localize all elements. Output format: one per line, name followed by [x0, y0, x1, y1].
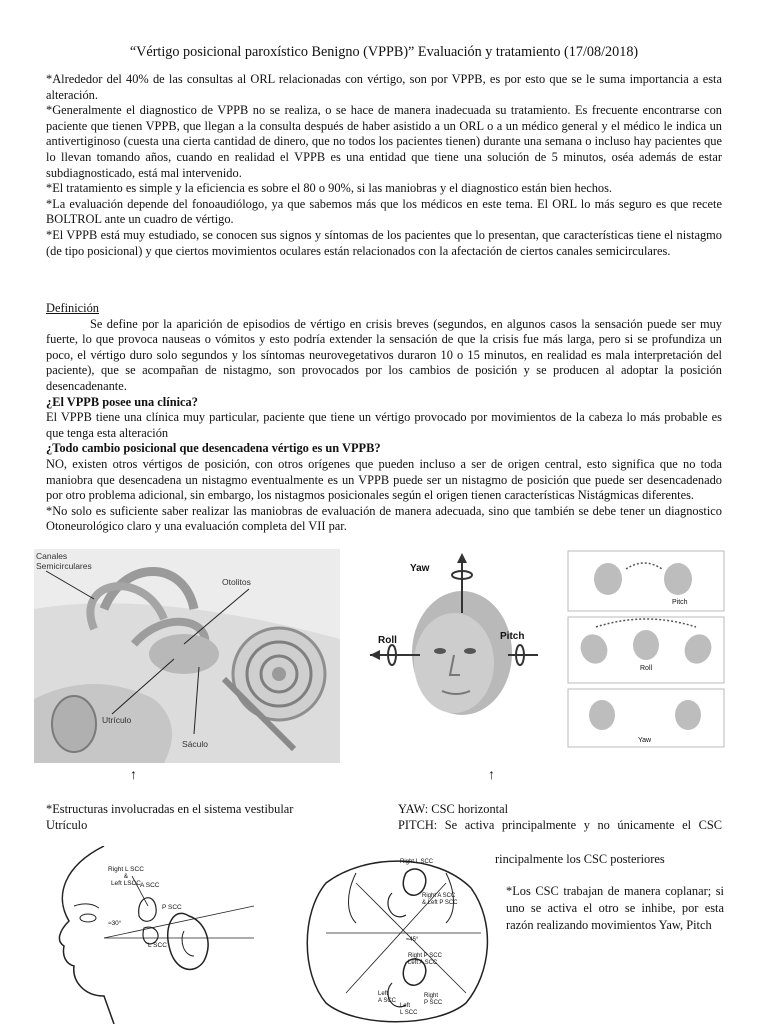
question-2-text: NO, existen otros vértigos de posición, con otros orígenes que pueden incluso a ser de origen central, esto significa que no toda maniobra que desencadena un nistagmo eventualmente es un VPPB puede ser un nistagmo de posición que puede ser desencadenado por otro problema adicional, sin embargo, los nistagmos posicionales según el origen tienen características Nistágmicas diferentes. — [46, 456, 722, 503]
caption-right-line: YAW: CSC horizontal — [398, 802, 509, 816]
intro-paragraph: *El tratamiento es simple y la eficiencia es sobre el 80 o 90%, si las maniobras y el diagnostico están bien hechos. — [46, 181, 613, 196]
label-pscc-bottom: P SCC — [424, 1000, 443, 1006]
head-axes-figure — [370, 553, 542, 743]
page-title: “Vértigo posicional paroxístico Benigno (VPPB)” Evaluación y tratamiento (17/08/2018) — [129, 44, 639, 60]
label-pscc: P SCC — [162, 904, 182, 911]
caption-right-line: PITCH: Se activa principalmente y no únicamente el CSC — [398, 817, 722, 832]
definition-heading: Definición — [46, 301, 99, 315]
caption-left-line: *Estructuras involucradas en el sistema vestibular — [46, 802, 294, 816]
coplanar-note: *Los CSC trabajan de manera coplanar; si uno se activa el otro se inhibe, por esta razón realizando movimientos Yaw, Pitch — [506, 884, 724, 932]
label-ascc: A SCC — [140, 882, 160, 889]
label-otolitos: Otolitos — [222, 577, 251, 587]
side-head-figure — [44, 846, 254, 1024]
head-axes-illustration — [370, 553, 542, 743]
panel-label-pitch: Pitch — [672, 599, 688, 606]
arrow-up-icon: ↑ — [488, 768, 495, 783]
label-angle-30: ≈30° — [108, 920, 122, 927]
caption-left-line: Utrículo — [46, 817, 88, 832]
label-yaw: Yaw — [410, 563, 430, 574]
side-head-illustration — [44, 846, 254, 1024]
intro-paragraph: *Generalmente el diagnostico de VPPB no se realiza, o se hace de manera inadecuada su tratamiento. Es frecuente encontrarse con paciente que tienen VPPB, que llegan a la consulta después de haber asistido a un ORL o a un médico general y el médico le indica un antivertiginoso (cuesta una cierta cantidad de dinero, que no todos los pacientes tienen) durante una semana o incluso hay pacientes que lo llevan tomando años, cuando en realidad el VPPB es una entidad que tiene una solución de 5 minutos, oséa además de estar subdiagnosticado, está mal intervenido. — [46, 103, 722, 180]
evaluation-note: *No solo es suficiente saber realizar las maniobras de evaluación de manera adecuada, sino que también se debe tener un diagnostico Otoneurológico claro y una evaluación completa del VII par. — [46, 503, 722, 534]
motion-panels-illustration — [566, 549, 726, 749]
label-canales: Canales — [36, 551, 68, 561]
inner-ear-figure — [34, 549, 340, 763]
label-angle-45: ≈45° — [406, 937, 419, 943]
intro-paragraph: *El VPPB está muy estudiado, se conocen sus signos y síntomas de los pacientes que lo presentan, que características tiene el nistagmo (de tipo posicional) y que ciertos movimientos oculares están relacionados con la afectación de ciertos canales semicirculares. — [46, 227, 722, 258]
label-roll: Roll — [378, 635, 397, 646]
inner-ear-illustration — [34, 549, 340, 763]
label-left-pscc: & Left P SCC — [422, 900, 458, 906]
label-left-ascc: Left A SCC — [408, 960, 438, 966]
motion-panels-figure — [566, 549, 726, 749]
label-right-lscc: Right L SCC — [108, 866, 144, 873]
definition-section — [46, 301, 722, 535]
label-pitch: Pitch — [500, 631, 525, 642]
label-lscc: L SCC — [148, 942, 167, 949]
label-amp: & — [123, 873, 129, 880]
label-right-pscc-left-ascc — [408, 953, 442, 967]
caption-right — [398, 802, 722, 833]
caption-right-continued: rincipalmente los CSC posteriores — [495, 852, 665, 866]
label-left: Left — [400, 1003, 411, 1009]
label-lscc-bottom: L SCC — [400, 1010, 418, 1016]
label-utriculo: Utrículo — [102, 715, 132, 725]
arrow-up-icon: ↑ — [130, 768, 137, 783]
label-right-left-lscc — [108, 866, 144, 887]
panel-label-roll: Roll — [640, 665, 653, 672]
label-bottom-left-lscc — [400, 1003, 417, 1017]
label-semicirculares: Semicirculares — [36, 561, 92, 571]
label-left: Left — [378, 991, 389, 997]
label-right: Right — [424, 993, 439, 999]
label-ascc-bottom: A SCC — [378, 998, 397, 1004]
label-top-right-lscc: Right L SCC — [400, 859, 434, 865]
question-2-heading: ¿Todo cambio posicional que desencadena vértigo es un VPPB? — [46, 441, 381, 456]
label-right-ascc: Right A SCC — [422, 893, 456, 899]
intro-paragraph: *La evaluación depende del fonoaudiólogo, ya que sabemos más que los médicos en este tema. El ORL lo más seguro es que recete BOLTROL ante un cuadro de vértigo. — [46, 196, 722, 227]
question-1-text: El VPPB tiene una clínica muy particular, paciente que tiene un vértigo provocado por movimientos de la cabeza lo más probable es que tenga esta alteración — [46, 410, 722, 440]
intro-paragraph: *Alrededor del 40% de las consultas al ORL relacionadas con vértigo, son por VPPB, es por esto que se le suma importancia a esta alteración. — [46, 72, 722, 102]
label-saculo: Sáculo — [182, 739, 208, 749]
intro-section — [46, 72, 722, 259]
definition-text: Se define por la aparición de episodios de vértigo en crisis breves (segundos, en algunos casos la sensación puede ser muy fuerte, lo que provoca nauseas o vómitos y esto podría extender la sensación de que la crisis fue más larga, pero si se profundiza un poco, el vértigo duro solo segundos y los síntomas neurovegetativos duraron 10 o 15 minutos, en realidad es mala interpretación del paciente), que se acompañan de nistagmo, son provocados por los cambios de posición y se producen al adoptar la posición desencadenante. — [46, 316, 722, 393]
caption-left — [46, 802, 366, 833]
top-head-figure — [296, 853, 496, 1024]
label-bottom-left-ascc — [378, 991, 396, 1005]
question-1-heading: ¿El VPPB posee una clínica? — [46, 394, 198, 409]
label-right-pscc: Right P SCC — [408, 953, 442, 959]
panel-label-yaw: Yaw — [638, 737, 652, 744]
label-left-lscc: Left LSCC — [110, 880, 141, 887]
label-right-ascc-left-pscc — [422, 893, 458, 907]
label-bottom-right-pscc — [424, 993, 442, 1007]
